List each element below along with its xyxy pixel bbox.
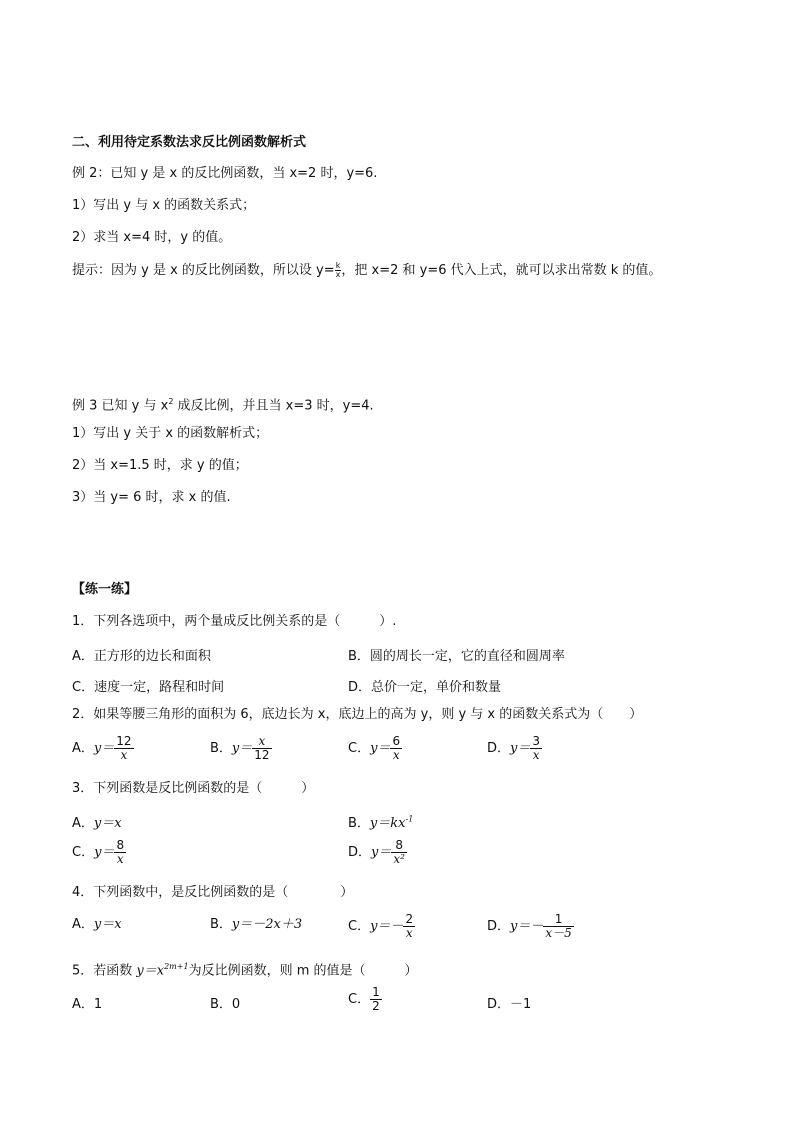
option-label: C． xyxy=(348,741,371,756)
hint-fraction-denominator: x xyxy=(335,270,341,279)
fraction-numerator: 1 xyxy=(543,913,573,927)
practice-question-1-option-a: A．正方形的边长和面积 xyxy=(72,649,211,664)
option-fraction xyxy=(114,735,133,762)
practice-question-4-option-b xyxy=(210,913,302,932)
stem-exponent: 2m+1 xyxy=(164,962,189,971)
option-fraction xyxy=(543,913,573,940)
fraction-denominator: x xyxy=(392,748,400,762)
practice-question-2-option-a xyxy=(72,735,134,762)
example-3-question-2: 2）当 x=1.5 时，求 y 的值； xyxy=(72,458,248,473)
practice-question-4-option-c xyxy=(348,913,415,940)
fraction-denominator: x xyxy=(116,852,124,866)
example-2-question-2: 2）求当 x=4 时，y 的值。 xyxy=(72,230,232,245)
fraction-denominator: 2 xyxy=(372,999,380,1013)
practice-question-5-option-c xyxy=(348,986,382,1013)
example-3-title-post: 成反比例，并且当 x=3 时，y=4. xyxy=(173,398,374,414)
option-fraction xyxy=(391,839,407,866)
practice-question-3-option-b xyxy=(348,812,413,831)
practice-question-1-option-c: C．速度一定，路程和时间 xyxy=(72,680,225,695)
option-lhs: y＝ xyxy=(370,741,391,756)
option-lhs: y＝－ xyxy=(510,919,544,934)
option-fraction xyxy=(390,735,402,762)
option-label: D． xyxy=(348,845,372,860)
practice-question-1-option-b: B．圆的周长一定，它的直径和圆周率 xyxy=(348,649,565,664)
practice-question-3-option-d xyxy=(348,839,407,866)
example-3-title-pre: 例 3 已知 y 与 x xyxy=(72,398,169,414)
practice-question-2-option-c xyxy=(348,735,402,762)
practice-question-5-option-d: D．－1 xyxy=(487,997,532,1012)
option-label: C． xyxy=(348,919,371,934)
stem-text-pre: 5．若函数 xyxy=(72,963,137,979)
option-expression: y＝x xyxy=(93,917,122,932)
option-label: C． xyxy=(72,845,95,860)
fraction-denominator: x xyxy=(532,748,540,762)
option-fraction xyxy=(114,839,126,866)
practice-question-4-stem: 4．下列函数中，是反比例函数的是（ ） xyxy=(72,885,354,900)
fraction-numerator: 6 xyxy=(392,734,401,748)
practice-question-5-option-b: B．0 xyxy=(210,997,241,1012)
section-heading: 二、利用待定系数法求反比例函数解析式 xyxy=(72,135,307,150)
option-label: A． xyxy=(72,917,94,932)
practice-question-4-option-a xyxy=(72,913,122,932)
option-fraction xyxy=(403,913,415,940)
option-lhs: y＝ xyxy=(371,845,392,860)
practice-question-5-option-a: A．1 xyxy=(72,997,103,1012)
example-3-title-exponent: 2 xyxy=(168,397,174,406)
fraction-numerator: 8 xyxy=(391,839,407,853)
option-label: C． xyxy=(348,992,371,1007)
hint-text-pre: 提示：因为 y 是 x 的反比例函数，所以设 y= xyxy=(72,263,335,278)
option-lhs: y＝ xyxy=(94,845,115,860)
example-2-title: 例 2：已知 y 是 x 的反比例函数，当 x=2 时，y=6. xyxy=(72,166,378,181)
practice-question-4-option-d xyxy=(487,913,574,940)
option-expression: y＝－2x＋3 xyxy=(231,917,303,932)
stem-text-post: 为反比例函数，则 m 的值是（ ） xyxy=(188,963,418,979)
fraction-numerator: 2 xyxy=(405,912,414,926)
option-label: A． xyxy=(72,741,94,756)
option-expression: y＝kx xyxy=(369,816,406,831)
fraction-numerator: 3 xyxy=(532,734,541,748)
fraction-numerator: 12 xyxy=(116,734,132,748)
practice-question-2-option-b xyxy=(210,735,272,762)
practice-question-2-option-d xyxy=(487,735,542,762)
fraction-denominator: 12 xyxy=(254,748,270,762)
stem-expression: y＝x xyxy=(136,963,165,979)
option-fraction xyxy=(252,735,271,762)
fraction-denominator: x－5 xyxy=(545,926,572,940)
practice-question-3-option-a xyxy=(72,812,122,831)
option-label: D． xyxy=(487,741,511,756)
option-fraction xyxy=(530,735,542,762)
practice-question-3-stem: 3．下列函数是反比例函数的是（ ） xyxy=(72,781,315,796)
example-3-question-1: 1）写出 y 关于 x 的函数解析式； xyxy=(72,426,269,441)
fraction-denominator: x xyxy=(405,926,413,940)
option-expression: y＝x xyxy=(93,816,122,831)
option-lhs: y＝－ xyxy=(370,919,404,934)
practice-question-3-option-c xyxy=(72,839,126,866)
fraction-denominator: x² xyxy=(393,852,405,866)
option-label: D． xyxy=(487,919,511,934)
hint-text-post: ，把 x=2 和 y=6 代入上式，就可以求出常数 k 的值。 xyxy=(341,263,662,278)
practice-question-2-stem: 2．如果等腰三角形的面积为 6，底边长为 x，底边上的高为 y，则 y 与 x 的函数关系式为（ ） xyxy=(72,707,643,722)
practice-question-1-stem: 1．下列各选项中，两个量成反比例关系的是（ ）. xyxy=(72,614,397,629)
practice-heading: 【练一练】 xyxy=(72,582,138,597)
option-label: B． xyxy=(210,917,232,932)
fraction-denominator: x xyxy=(120,748,128,762)
option-exponent: -1 xyxy=(405,814,414,824)
practice-question-1-option-d: D．总价一定，单价和数量 xyxy=(348,680,502,695)
example-2-question-1: 1）写出 y 与 x 的函数关系式； xyxy=(72,198,256,213)
fraction-numerator: x xyxy=(252,735,271,749)
example-3-question-3: 3）当 y= 6 时，求 x 的值. xyxy=(72,490,231,505)
example-3-title xyxy=(72,393,374,415)
option-lhs: y＝ xyxy=(231,741,253,756)
option-label: A． xyxy=(72,816,94,831)
option-label: B． xyxy=(210,741,232,756)
example-2-hint xyxy=(72,262,661,280)
option-lhs: y＝ xyxy=(93,741,115,756)
practice-question-5-stem xyxy=(72,958,418,980)
option-fraction xyxy=(370,986,382,1013)
option-label: B． xyxy=(348,816,370,831)
fraction-numerator: 8 xyxy=(116,838,125,852)
hint-fraction-numerator: k xyxy=(335,261,341,270)
fraction-numerator: 1 xyxy=(372,985,380,999)
option-lhs: y＝ xyxy=(510,741,531,756)
